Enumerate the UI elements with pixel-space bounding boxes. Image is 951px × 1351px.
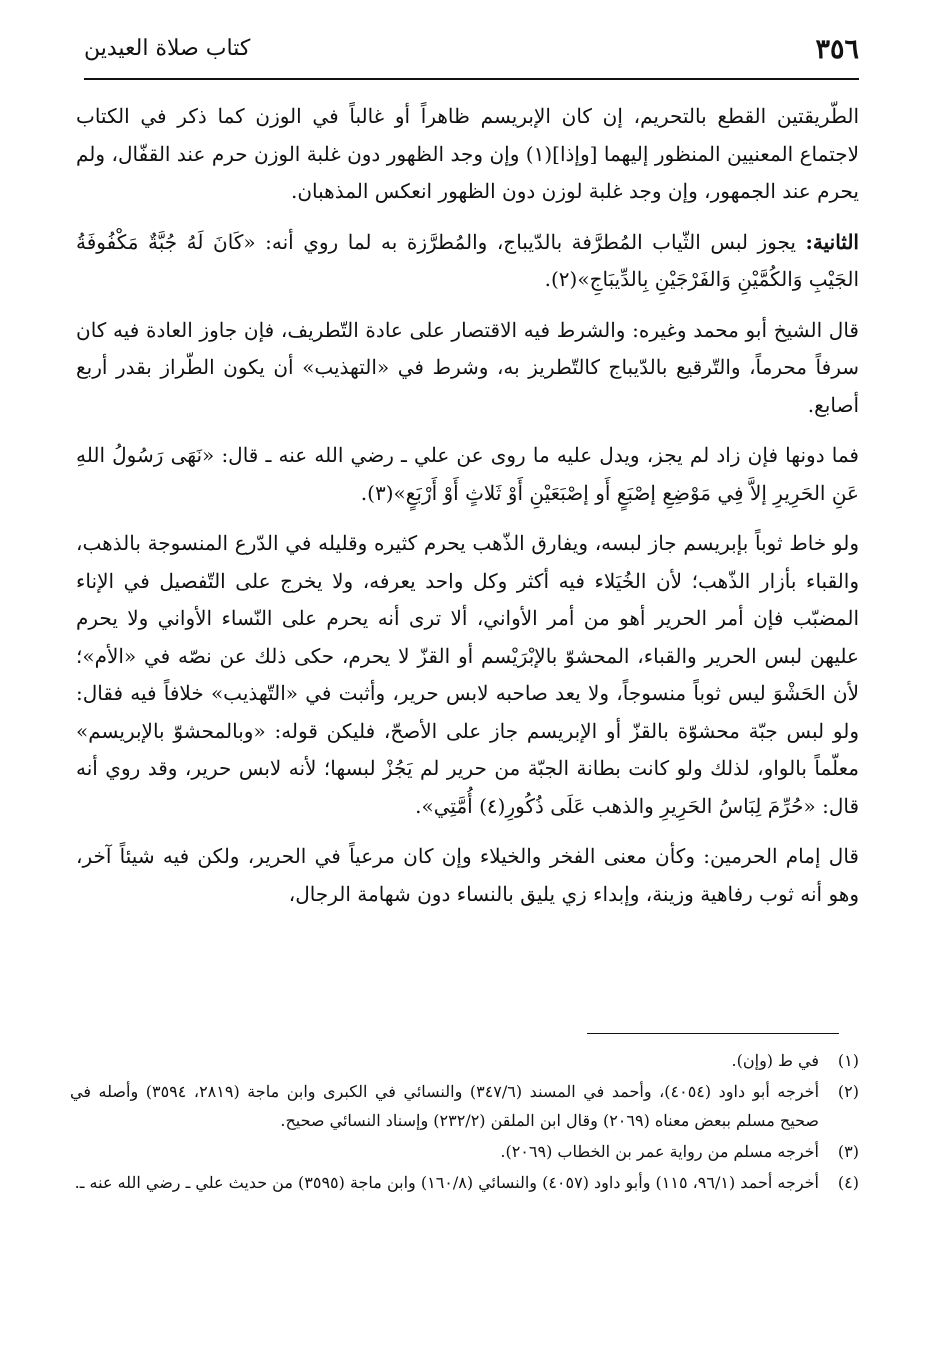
- footnote-text: أخرجه أبو داود (٤٠٥٤)، وأحمد في المسند (٣٤٧/٦) والنسائي في الكبرى وابن ماجة (٢٨١٩، ٣٥٩٤) وأصله في صحيح مسلم ببعض معناه (٢٠٦٩) وقال ابن الملقن (٢٣٢/٢) وإسناد النسائي صحيح.: [70, 1082, 820, 1130]
- footnote: [70, 1168, 859, 1197]
- footnote: [70, 1077, 859, 1135]
- page-number: ٣٥٦: [815, 34, 859, 65]
- paragraph-text: يجوز لبس الثّياب المُطرَّفة بالدّيباج، والمُطرَّزة به لما روي أنه: «كَانَ لَهُ جُبَّةٌ مَكْفُوفَةُ الجَيْبِ وَالكُمَّيْنِ وَالفَرْجَيْنِ بِالدِّيبَاجِ»(٢).: [76, 229, 859, 291]
- footnote-text: أخرجه أحمد (٩٦/١، ١١٥) وأبو داود (٤٠٥٧) والنسائي (١٦٠/٨) وابن ماجة (٣٥٩٥) من حديث علي ـ رضي الله عنه ـ.: [74, 1173, 819, 1192]
- header-rule: [84, 78, 859, 80]
- paragraph: [76, 525, 859, 825]
- footnote-number: (٢): [837, 1082, 859, 1101]
- footnote-text: في ط (وإن).: [731, 1051, 819, 1070]
- paragraph-text: قال الشيخ أبو محمد وغيره: والشرط فيه الاقتصار على عادة التّطريف، فإن جاوز العادة فيه كان سرفاً محرماً، والتّرقيع بالدّيباج كالتّطريز به، وشرط في «التهذيب» أن يكون الطّراز بقدر أربع أصابع.: [76, 317, 859, 417]
- chapter-title: كتاب صلاة العيدين: [84, 36, 251, 61]
- footnote-number: (١): [837, 1051, 859, 1070]
- footnote-number: (٣): [837, 1142, 859, 1161]
- paragraph: [76, 312, 859, 425]
- paragraph: [76, 437, 859, 512]
- footnote-number: (٤): [837, 1173, 859, 1192]
- running-header: [84, 28, 859, 68]
- footnote-text: أخرجه مسلم من رواية عمر بن الخطاب (٢٠٦٩).: [500, 1142, 819, 1161]
- paragraph: [76, 224, 859, 299]
- paragraph: [76, 838, 859, 913]
- main-text: [76, 98, 859, 926]
- paragraph-lead: الثانية:: [805, 229, 859, 254]
- footnote: [70, 1137, 859, 1166]
- paragraph-text: فما دونها فإن زاد لم يجز، ويدل عليه ما روى عن علي ـ رضي الله عنه ـ قال: «نَهَى رَسُولُ اللهِ عَنِ الحَرِيرِ إلاَّ فِي مَوْضِعِ إصْبَعٍ أَو إصْبَعَيْنِ أَوْ ثَلاثٍ أَوْ أَرْبَعٍ»(٣).: [76, 443, 859, 505]
- paragraph-text: ولو خاط ثوباً بإبريسم جاز لبسه، ويفارق الذّهب يحرم كثيره وقليله في الدّرع المنسوجة بالذهب، والقباء بأزار الذّهب؛ لأن الخُيَلاء فيه أكثر وكل واحد يعرفه، ولا يخرج على التّفصيل في الإناء المضبّب فإن أمر الحرير أهو من أمر الأواني، ألا ترى أنه يحرم على النّساء الأواني ولا يحرم عليهن لبس الحرير والقباء، المحشوّ بالإبْرَيْسم أو القزّ لا يحرم، حكى ذلك عن نصّه في «الأم»؛ لأن الحَشْوَ ليس ثوباً منسوجاً، ولا يعد صاحبه لابس حرير، وأثبت في «التّهذيب» خلافاً فيه فقال: ولو لبس جبّة محشوّة بالقزّ أو الإبريسم جاز على الأصحّ، فليكن قوله: «وبالمحشوّ بالإبريسم» معلّماً بالواو، لذلك ولو كانت بطانة الجبّة من حرير لم يَجُزْ لبسها؛ لأنه لابس حرير، وقد روي أنه قال: «حُرِّمَ لِبَاسُ الحَرِيرِ والذهب عَلَى ذُكُورِ(٤) أُمَّتِي».: [76, 531, 859, 818]
- footnote-separator: [587, 1033, 839, 1034]
- paragraph: [76, 98, 859, 211]
- paragraph-text: الطّريقتين القطع بالتحريم، إن كان الإبريسم ظاهراً أو غالباً في الوزن كما ذكر في الكتاب لاجتماع المعنيين المنظور إليهما [وإذا](١) وإن وجد الظهور دون غلبة الوزن حرم عند القفّال، ولم يحرم عند الجمهور، وإن وجد غلبة لوزن دون الظهور انعكس المذهبان.: [76, 104, 860, 203]
- paragraph-text: قال إمام الحرمين: وكأن معنى الفخر والخيلاء وإن كان مرعياً في الحرير، ولكن فيه شيئاً آخر، وهو أنه ثوب رفاهية وزينة، وإبداء زي يليق بالنساء دون شهامة الرجال،: [76, 844, 859, 906]
- footnotes: [70, 1046, 859, 1199]
- footnote: [70, 1046, 859, 1075]
